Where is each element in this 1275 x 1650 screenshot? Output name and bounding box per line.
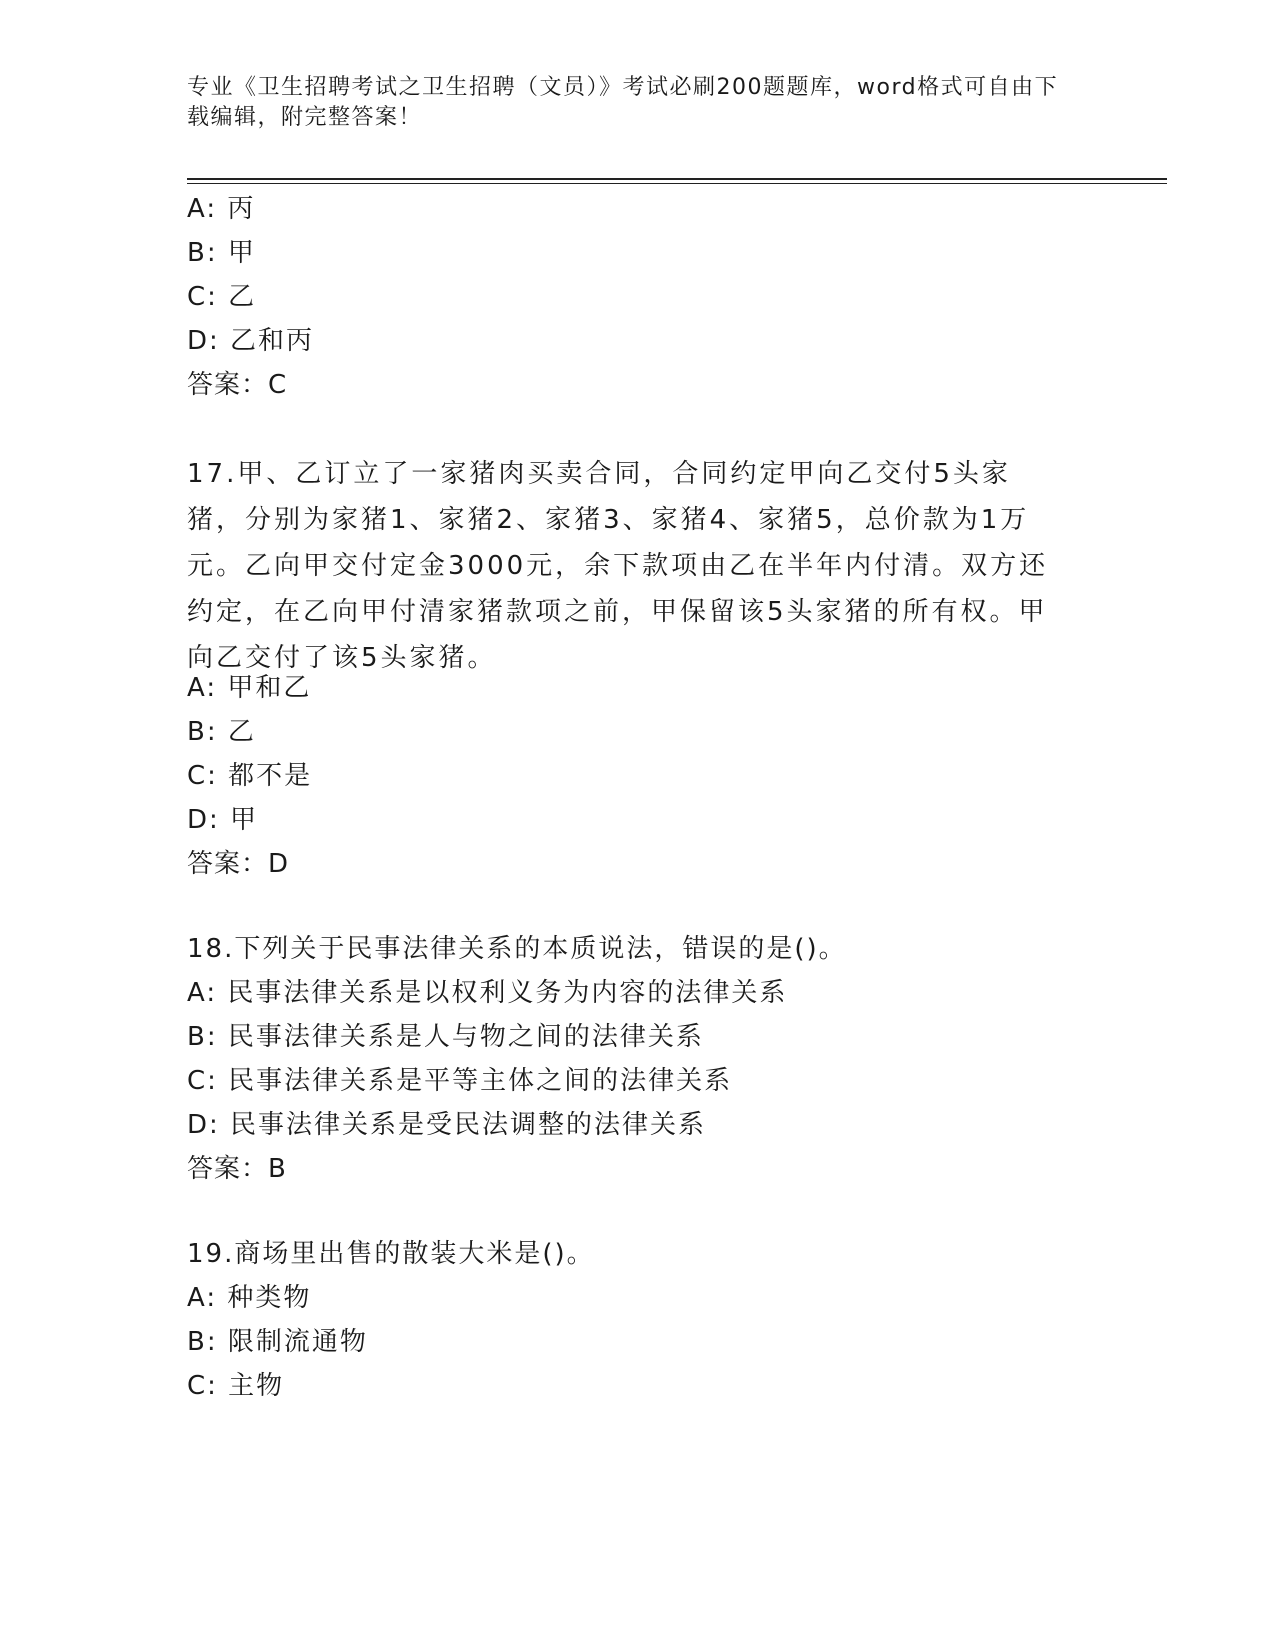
header-divider-thick xyxy=(187,178,1167,180)
question-18-answer: 答案：B xyxy=(187,1154,287,1184)
question-17-option-b: B: 乙 xyxy=(187,717,256,747)
question-17-option-a: A: 甲和乙 xyxy=(187,673,312,703)
question-19-option-a: A: 种类物 xyxy=(187,1283,312,1313)
question-17-text: 17.甲、乙订立了一家猪肉买卖合同，合同约定甲向乙交付5头家猪，分别为家猪1、家猪2、家猪3、家猪4、家猪5，总价款为1万元。乙向甲交付定金3000元，余下款项由乙在半年内付清。双方还约定，在乙向甲付清家猪款项之前，甲保留该5头家猪的所有权。甲向乙交付了该5头家猪。 xyxy=(187,459,1049,673)
question-19-option-b: B: 限制流通物 xyxy=(187,1327,368,1357)
question-18-option-b: B: 民事法律关系是人与物之间的法律关系 xyxy=(187,1022,704,1052)
question-18-option-d: D: 民事法律关系是受民法调整的法律关系 xyxy=(187,1110,707,1140)
option-c: C: 乙 xyxy=(187,282,257,312)
question-17-answer: 答案：D xyxy=(187,849,290,879)
option-d: D: 乙和丙 xyxy=(187,326,315,356)
question-17-option-d: D: 甲 xyxy=(187,805,259,835)
header-divider-thin xyxy=(187,183,1167,184)
question-18-option-c: C: 民事法律关系是平等主体之间的法律关系 xyxy=(187,1066,733,1096)
question-17-option-c: C: 都不是 xyxy=(187,761,313,791)
answer-label: 答案：C xyxy=(187,370,288,400)
question-19-option-c: C: 主物 xyxy=(187,1371,285,1401)
question-19-text: 19.商场里出售的散装大米是()。 xyxy=(187,1239,595,1269)
question-18-option-a: A: 民事法律关系是以权利义务为内容的法律关系 xyxy=(187,978,788,1008)
question-18-text: 18.下列关于民事法律关系的本质说法，错误的是()。 xyxy=(187,934,847,964)
option-a: A: 丙 xyxy=(187,194,256,224)
option-b: B: 甲 xyxy=(187,238,256,268)
document-header-intro: 专业《卫生招聘考试之卫生招聘（文员）》考试必刷200题题库，word格式可自由下载编辑，附完整答案！ xyxy=(187,75,1059,130)
